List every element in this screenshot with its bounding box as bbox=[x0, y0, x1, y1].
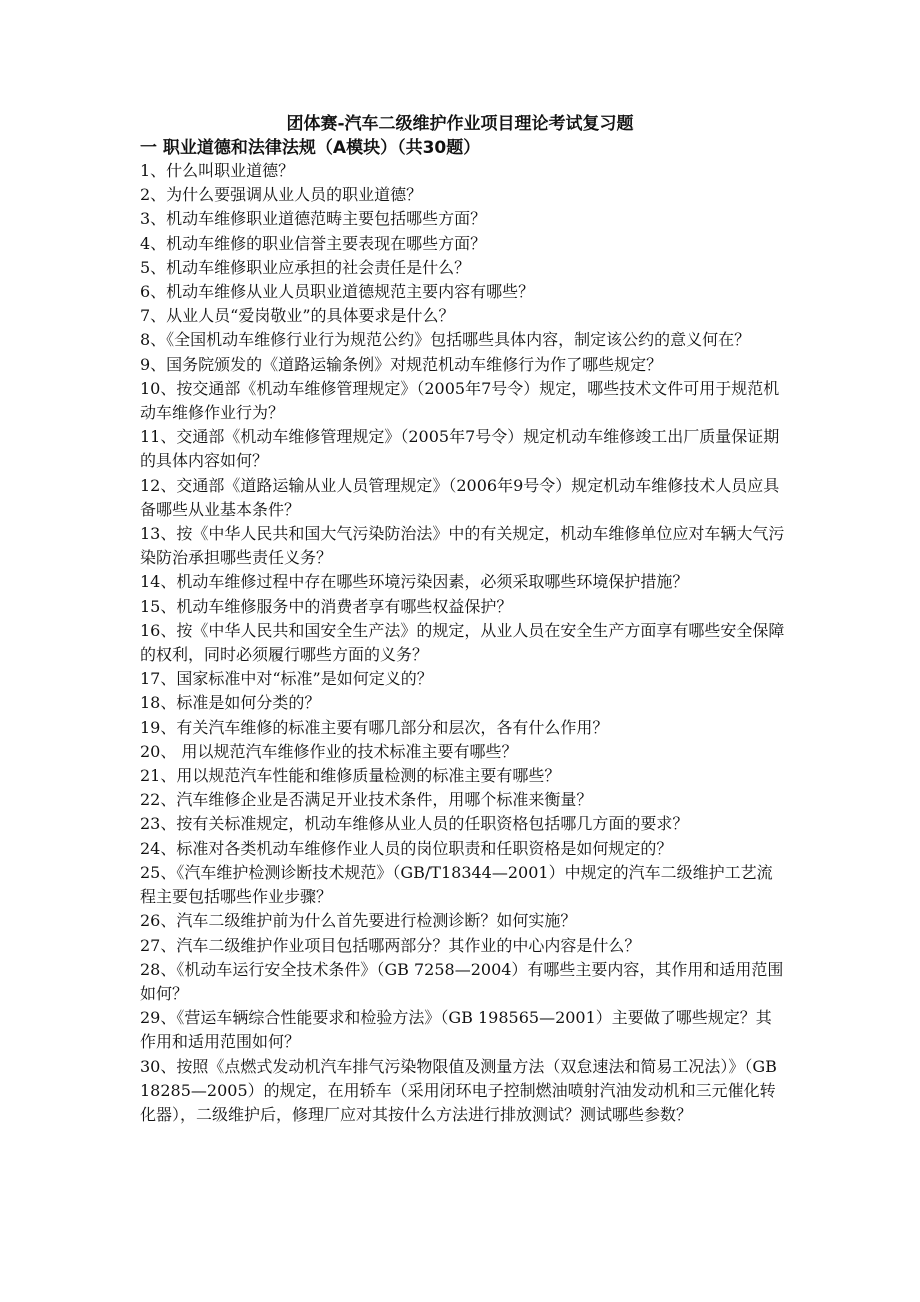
question-item: 22、汽车维修企业是否满足开业技术条件，用哪个标准来衡量？ bbox=[140, 790, 593, 810]
question-item: 19、有关汽车维修的标准主要有哪几部分和层次，各有什么作用？ bbox=[140, 717, 609, 737]
question-item: 26、汽车二级维护前为什么首先要进行检测诊断？如何实施？ bbox=[140, 911, 577, 931]
question-item: 8、《全国机动车维修行业行为规范公约》包括哪些具体内容，制定该公约的意义何在？ bbox=[140, 330, 751, 350]
question-item: 24、标准对各类机动车维修作业人员的岗位职责和任职资格是如何规定的？ bbox=[140, 838, 673, 858]
question-item: 30、按照《点燃式发动机汽车排气污染物限值及测量方法（双怠速法和简易工况法）》（GB 18285—2005）的规定，在用轿车（采用闭环电子控制燃油喷射汽油发动机和三元催化转化器），二级维护后，修理厂应对其按什么方法进行排放测试？测试哪些参数？ bbox=[140, 1056, 777, 1124]
question-item: 14、机动车维修过程中存在哪些环境污染因素，必须采取哪些环境保护措施？ bbox=[140, 572, 689, 592]
question-item: 27、汽车二级维护作业项目包括哪两部分？其作业的中心内容是什么？ bbox=[140, 935, 641, 955]
question-item: 13、按《中华人民共和国大气污染防治法》中的有关规定，机动车维修单位应对车辆大气污染防治承担哪些责任义务？ bbox=[140, 524, 785, 568]
section-heading: 一 职业道德和法律法规（A模块）（共30题） bbox=[140, 138, 481, 158]
question-item: 20、 用以规范汽车维修作业的技术标准主要有哪些？ bbox=[140, 741, 518, 761]
question-list bbox=[140, 159, 785, 1127]
question-item: 29、《营运车辆综合性能要求和检验方法》（GB 198565—2001）主要做了哪些规定？其作用和适用范围如何？ bbox=[140, 1008, 772, 1052]
question-item: 25、《汽车维护检测诊断技术规范》（GB/T18344—2001）中规定的汽车二级维护工艺流程主要包括哪些作业步骤？ bbox=[140, 862, 773, 907]
question-item: 6、机动车维修从业人员职业道德规范主要内容有哪些？ bbox=[140, 282, 535, 302]
question-item: 7、从业人员“爱岗敬业”的具体要求是什么？ bbox=[140, 306, 455, 326]
question-item: 9、国务院颁发的《道路运输条例》对规范机动车维修行为作了哪些规定？ bbox=[140, 354, 663, 374]
question-item: 28、《机动车运行安全技术条件》（GB 7258—2004）有哪些主要内容，其作用和适用范围如何？ bbox=[140, 959, 784, 1003]
document-title: 团体赛-汽车二级维护作业项目理论考试复习题 bbox=[286, 114, 634, 134]
question-item: 21、用以规范汽车性能和维修质量检测的标准主要有哪些？ bbox=[140, 766, 561, 786]
question-item: 15、机动车维修服务中的消费者享有哪些权益保护？ bbox=[140, 596, 513, 616]
question-item: 17、国家标准中对“标准”是如何定义的？ bbox=[140, 669, 433, 689]
question-item: 16、按《中华人民共和国安全生产法》的规定，从业人员在安全生产方面享有哪些安全保障的权利，同时必须履行哪些方面的义务？ bbox=[140, 620, 785, 665]
question-item: 1、什么叫职业道德？ bbox=[140, 161, 295, 180]
question-item: 3、机动车维修职业道德范畴主要包括哪些方面？ bbox=[140, 209, 487, 229]
question-item: 18、标准是如何分类的？ bbox=[140, 693, 321, 713]
question-item: 2、为什么要强调从业人员的职业道德？ bbox=[140, 185, 423, 205]
question-item: 11、交通部《机动车维修管理规定》（2005年7号令）规定机动车维修竣工出厂质量保证期的具体内容如何？ bbox=[140, 427, 780, 471]
question-item: 5、机动车维修职业应承担的社会责任是什么？ bbox=[140, 257, 471, 277]
question-item: 23、按有关标准规定，机动车维修从业人员的任职资格包括哪几方面的要求？ bbox=[140, 814, 689, 834]
question-item: 10、按交通部《机动车维修管理规定》（2005年7号令）规定，哪些技术文件可用于规范机动车维修作业行为？ bbox=[140, 378, 780, 423]
question-item: 12、交通部《道路运输从业人员管理规定》（2006年9号令）规定机动车维修技术人员应具备哪些从业基本条件？ bbox=[140, 475, 780, 519]
question-item: 4、机动车维修的职业信誉主要表现在哪些方面？ bbox=[140, 233, 487, 253]
